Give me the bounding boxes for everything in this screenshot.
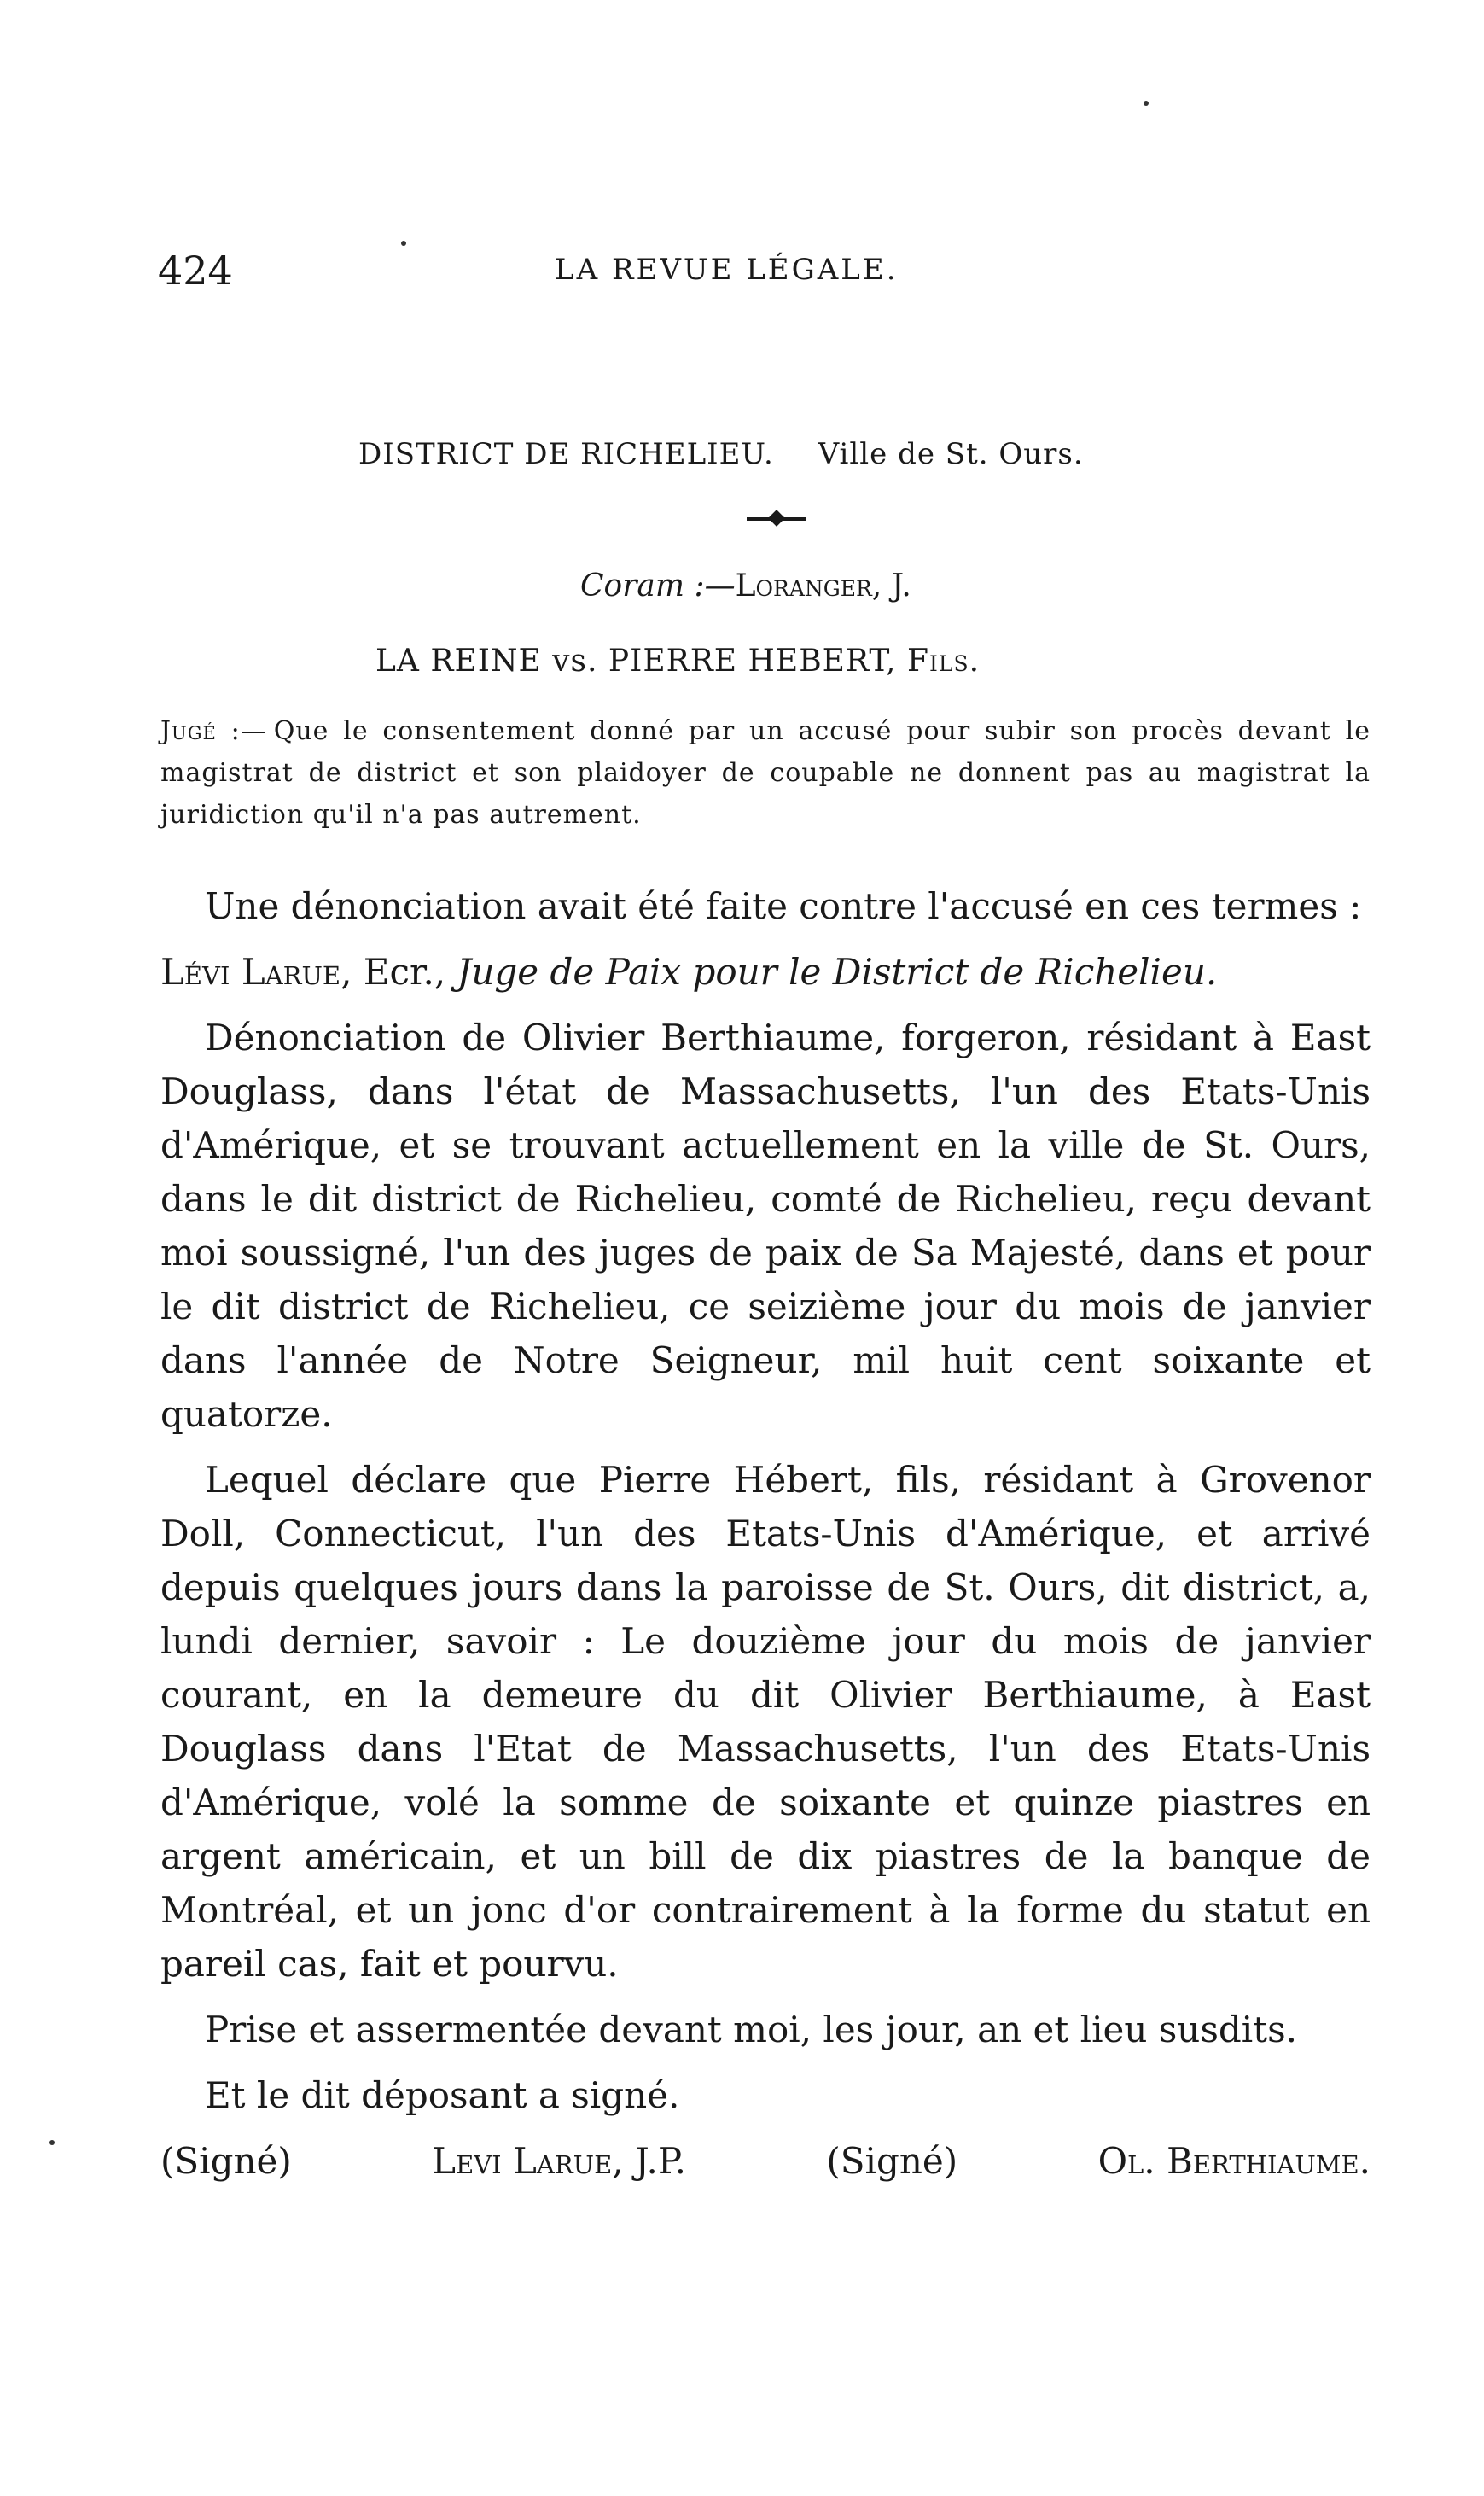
signature-line xyxy=(160,2134,1371,2188)
coram-label: Coram :— xyxy=(580,569,736,604)
case-title xyxy=(375,644,980,679)
paragraph-declaration: Lequel déclare que Pierre Hébert, fils, résidant à Grovenor Doll, Connecticut, l'un des Etats-Unis d'Amérique, et arrivé depuis quelques jours dans la paroisse de St. Ours, dit district, a, lundi dernier, savoir : Le douzième jour du mois de janvier courant, en la demeure du dit Olivier Berthiaume, à East Douglass dans l'Etat de Massachusetts, l'un des Etats-Unis d'Amérique, volé la somme de soixante et quinze piastres en argent américain, et un bill de dix piastres de la banque de Montréal, et un jonc d'or contrairement à la forme du statut en pareil cas, fait et pourvu. xyxy=(160,1459,1371,1985)
paragraph-signed: Et le dit déposant a signé. xyxy=(205,2074,680,2116)
coram-judge: Loranger, J. xyxy=(735,569,911,604)
paragraph-oath: Prise et assermentée devant moi, les jour, an et lieu susdits. xyxy=(205,2009,1298,2050)
headnote-lead: Jugé :— xyxy=(160,716,267,746)
headnote xyxy=(160,710,1371,836)
district-place: Ville de St. Ours. xyxy=(818,437,1084,471)
paragraph-denonciation: Dénonciation de Olivier Berthiaume, forgeron, résidant à East Douglass, dans l'état de Massachusetts, l'un des Etats-Unis d'Amérique, et se trouvant actuellement en la ville de St. Ours, dans le dit district de Richelieu, comté de Richelieu, reçu devant moi soussigné, l'un des juges de paix de Sa Majesté, dans et pour le dit district de Richelieu, ce seizième jour du mois de janvier dans l'année de Notre Seigneur, mil huit cent soixante et quatorze. xyxy=(160,1017,1371,1435)
district-heading xyxy=(358,437,1084,471)
running-title: LA REVUE LÉGALE. xyxy=(555,253,899,287)
paragraph-intro: Une dénonciation avait été faite contre l'accusé en ces termes : xyxy=(205,885,1362,927)
page-number: 424 xyxy=(158,248,233,294)
addressee-title: , Ecr., xyxy=(340,951,457,993)
ornamental-rule xyxy=(747,517,806,521)
body-text xyxy=(160,879,1371,2188)
signed-label-1: (Signé) xyxy=(160,2140,292,2182)
signed-label-2: (Signé) xyxy=(826,2140,958,2182)
print-speck xyxy=(1144,101,1149,106)
print-speck xyxy=(49,2140,55,2145)
addressee-office: Juge de Paix pour le District de Richelieu. xyxy=(457,951,1218,993)
print-speck xyxy=(401,241,406,246)
case-title-text: LA REINE vs. PIERRE HEBERT, xyxy=(375,644,897,679)
headnote-text: Que le consentement donné par un accusé pour subir son procès devant le magistrat de district et son plaidoyer de coupable ne donnent pas au magistrat la juridiction qu'il n'a pas autrement. xyxy=(160,716,1371,830)
district-name: DISTRICT DE RICHELIEU. xyxy=(358,437,774,471)
signature-name-2: Ol. Berthiaume. xyxy=(1097,2140,1371,2182)
paragraph-addressee xyxy=(160,945,1371,999)
case-title-suffix: Fils. xyxy=(907,644,981,679)
coram-line xyxy=(580,569,911,604)
addressee-name: Lévi Larue xyxy=(160,951,341,993)
signature-name-1: Levi Larue, J.P. xyxy=(432,2140,686,2182)
